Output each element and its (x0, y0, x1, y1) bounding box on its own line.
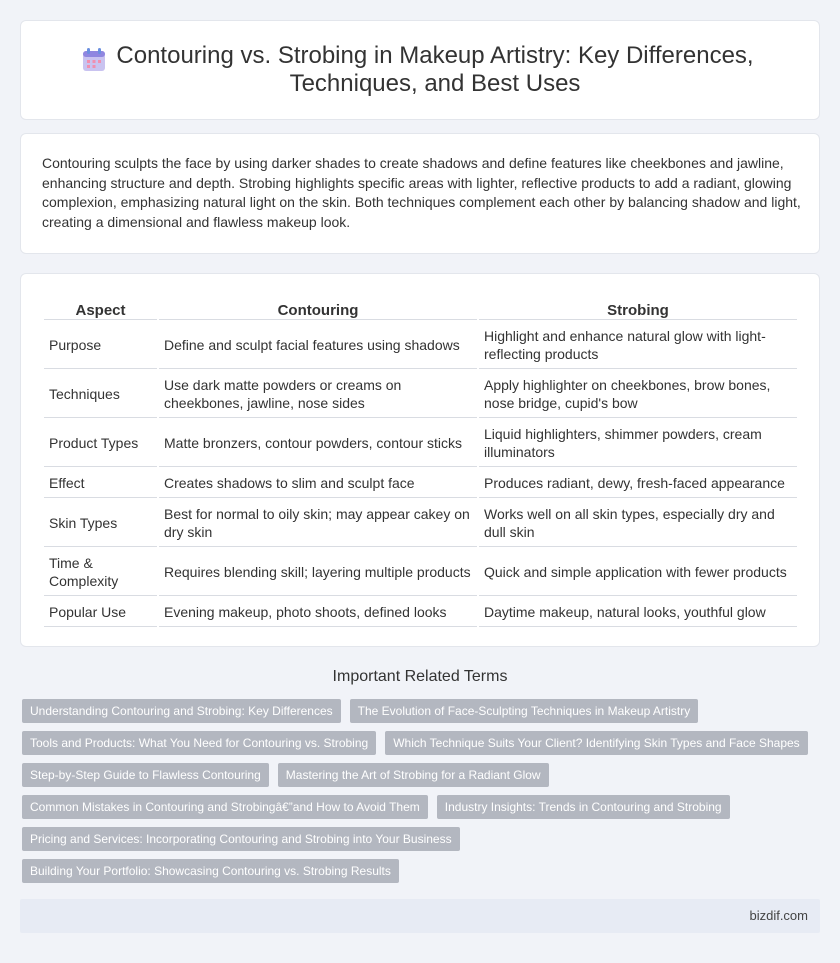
table-row (44, 420, 797, 467)
table-row (44, 598, 797, 627)
table-row (44, 549, 797, 596)
comparison-table-card (20, 273, 820, 647)
table-cell: Best for normal to oily skin; may appear cakey on dry skin (159, 500, 477, 547)
table-header-strobing: Strobing (479, 296, 797, 320)
page-title: Contouring vs. Strobing in Makeup Artistry: Key Differences, Techniques, and Best Uses (116, 42, 754, 97)
table-header-contouring: Contouring (159, 296, 477, 320)
table-row (44, 322, 797, 369)
table-cell: Effect (44, 469, 157, 498)
related-term-link[interactable]: Building Your Portfolio: Showcasing Contouring vs. Strobing Results (22, 859, 399, 883)
table-cell: Time & Complexity (44, 549, 157, 596)
footer (20, 899, 820, 933)
related-term-link[interactable]: Common Mistakes in Contouring and Strobingâ€”and How to Avoid Them (22, 795, 428, 819)
related-term-link[interactable]: Industry Insights: Trends in Contouring and Strobing (437, 795, 730, 819)
table-cell: Daytime makeup, natural looks, youthful glow (479, 598, 797, 627)
table-cell: Product Types (44, 420, 157, 467)
table-cell: Define and sculpt facial features using shadows (159, 322, 477, 369)
comparison-table (42, 294, 799, 629)
table-cell: Liquid highlighters, shimmer powders, cream illuminators (479, 420, 797, 467)
intro-card (20, 133, 820, 254)
table-cell: Popular Use (44, 598, 157, 627)
header-card (20, 20, 820, 120)
table-cell: Requires blending skill; layering multiple products (159, 549, 477, 596)
related-terms-list (22, 699, 822, 891)
related-terms-heading: Important Related Terms (332, 668, 508, 685)
table-cell: Skin Types (44, 500, 157, 547)
table-cell: Use dark matte powders or creams on cheekbones, jawline, nose sides (159, 371, 477, 418)
table-header-aspect: Aspect (44, 296, 157, 320)
table-cell: Highlight and enhance natural glow with light-reflecting products (479, 322, 797, 369)
table-row (44, 469, 797, 498)
table-cell: Matte bronzers, contour powders, contour sticks (159, 420, 477, 467)
table-cell: Purpose (44, 322, 157, 369)
related-term-link[interactable]: Mastering the Art of Strobing for a Radiant Glow (278, 763, 549, 787)
related-term-link[interactable]: Understanding Contouring and Strobing: Key Differences (22, 699, 341, 723)
related-term-link[interactable]: Tools and Products: What You Need for Contouring vs. Strobing (22, 731, 376, 755)
table-row (44, 371, 797, 418)
table-cell: Quick and simple application with fewer products (479, 549, 797, 596)
related-term-link[interactable]: Which Technique Suits Your Client? Identifying Skin Types and Face Shapes (385, 731, 807, 755)
footer-site-link[interactable]: bizdif.com (749, 908, 808, 923)
related-term-link[interactable]: The Evolution of Face-Sculpting Techniques in Makeup Artistry (350, 699, 699, 723)
table-cell: Creates shadows to slim and sculpt face (159, 469, 477, 498)
table-cell: Produces radiant, dewy, fresh-faced appearance (479, 469, 797, 498)
table-cell: Techniques (44, 371, 157, 418)
table-cell: Apply highlighter on cheekbones, brow bones, nose bridge, cupid's bow (479, 371, 797, 418)
table-row (44, 500, 797, 547)
table-cell: Works well on all skin types, especially dry and dull skin (479, 500, 797, 547)
related-term-link[interactable]: Pricing and Services: Incorporating Contouring and Strobing into Your Business (22, 827, 460, 851)
related-term-link[interactable]: Step-by-Step Guide to Flawless Contouring (22, 763, 269, 787)
intro-text: Contouring sculpts the face by using darker shades to create shadows and define features like cheekbones and jawline, enhancing structure and depth. Strobing highlights specific areas with lighter, reflective products to add a radiant, glowing complexion, emphasizing natural light on the skin. Both techniques complement each other by balancing shadow and light, creating a dimensional and flawless makeup look. (42, 155, 801, 230)
table-cell: Evening makeup, photo shoots, defined looks (159, 598, 477, 627)
